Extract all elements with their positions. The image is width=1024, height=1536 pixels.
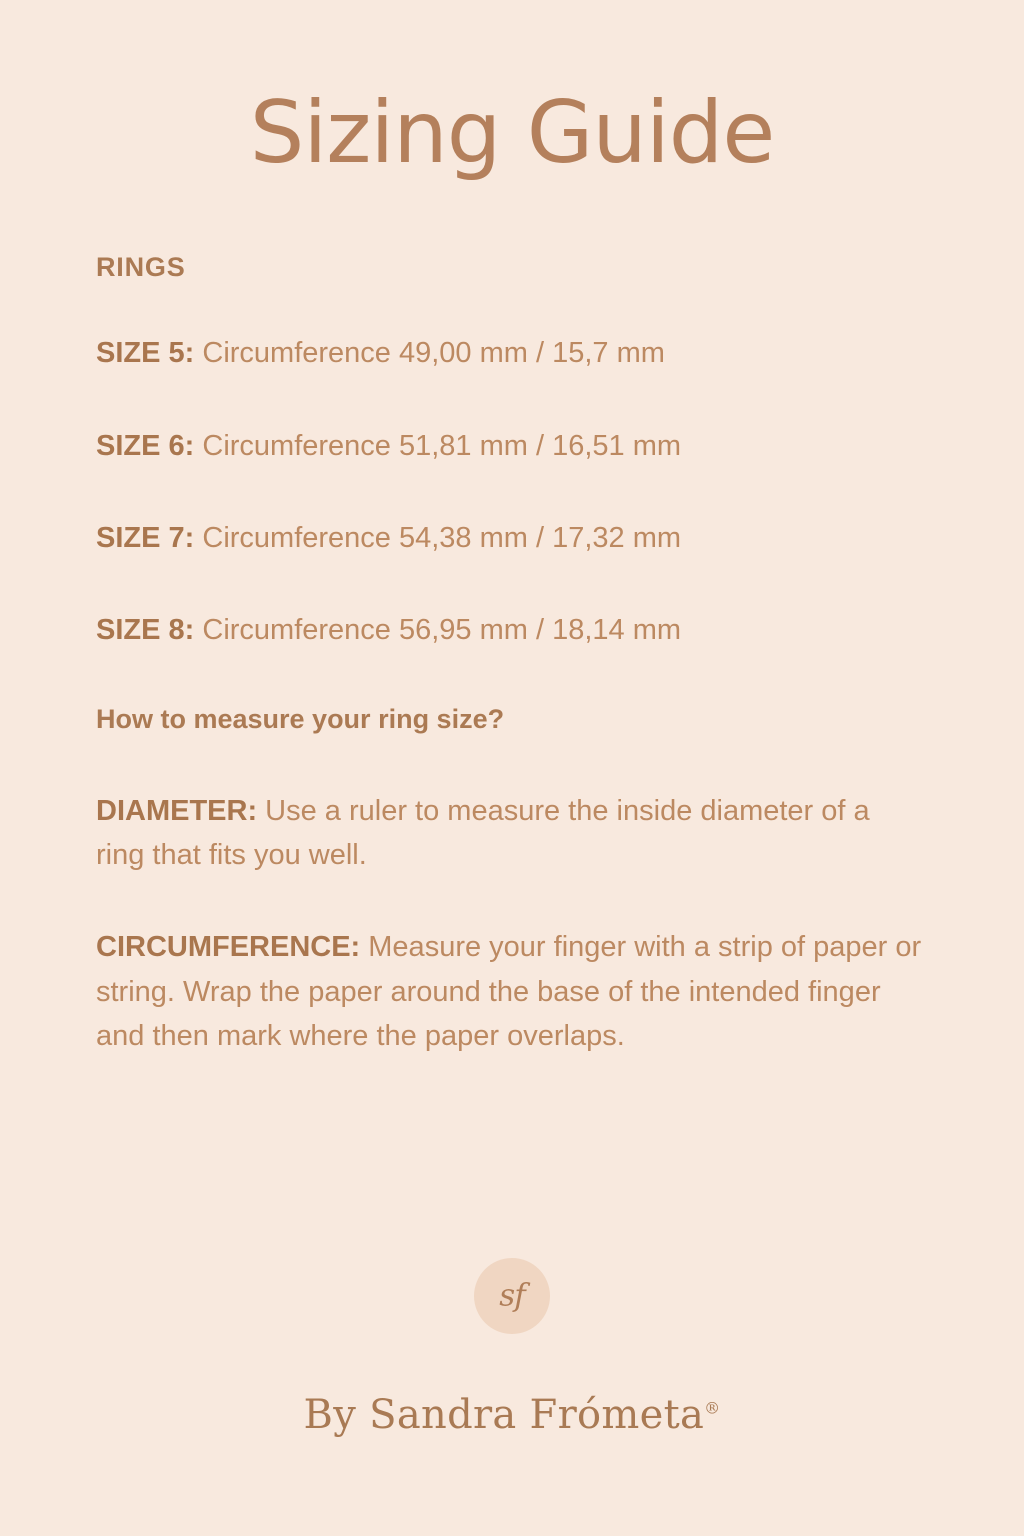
registered-trademark-icon: ® xyxy=(704,1398,721,1418)
size-label: SIZE 5: xyxy=(96,337,195,370)
content-area xyxy=(0,252,1024,1057)
size-value: Circumference 51,81 mm / 16,51 mm xyxy=(194,429,682,462)
size-row xyxy=(96,428,928,464)
monogram-badge-icon xyxy=(474,1258,550,1334)
question-heading: How to measure your ring size? xyxy=(96,704,505,735)
size-row xyxy=(96,612,928,648)
page-title: Sizing Guide xyxy=(249,83,775,183)
size-value: Circumference 56,95 mm / 18,14 mm xyxy=(194,614,682,647)
logo-area xyxy=(0,1258,1024,1339)
monogram-text: sf xyxy=(499,1277,525,1314)
size-row xyxy=(96,335,928,371)
size-label: SIZE 8: xyxy=(96,614,195,647)
method-label: DIAMETER: xyxy=(96,795,258,828)
size-row xyxy=(96,520,928,556)
method-paragraph-circumference xyxy=(96,925,926,1057)
size-value: Circumference 49,00 mm / 15,7 mm xyxy=(194,337,665,370)
method-text: Use a ruler to measure the inside diameter of a ring that fits you well. xyxy=(96,795,870,872)
method-paragraph-diameter xyxy=(96,789,926,877)
brand-name: By Sandra Frómeta xyxy=(303,1392,705,1438)
method-text: Measure your finger with a strip of paper or string. Wrap the paper around the base of the intended finger and then mark where the paper overlaps. xyxy=(96,931,922,1052)
size-label: SIZE 6: xyxy=(96,429,195,462)
method-label: CIRCUMFERENCE: xyxy=(96,931,361,964)
brand-signature xyxy=(0,1392,1024,1438)
section-heading-rings: RINGS xyxy=(96,252,186,283)
size-label: SIZE 7: xyxy=(96,521,195,554)
size-value: Circumference 54,38 mm / 17,32 mm xyxy=(194,521,682,554)
